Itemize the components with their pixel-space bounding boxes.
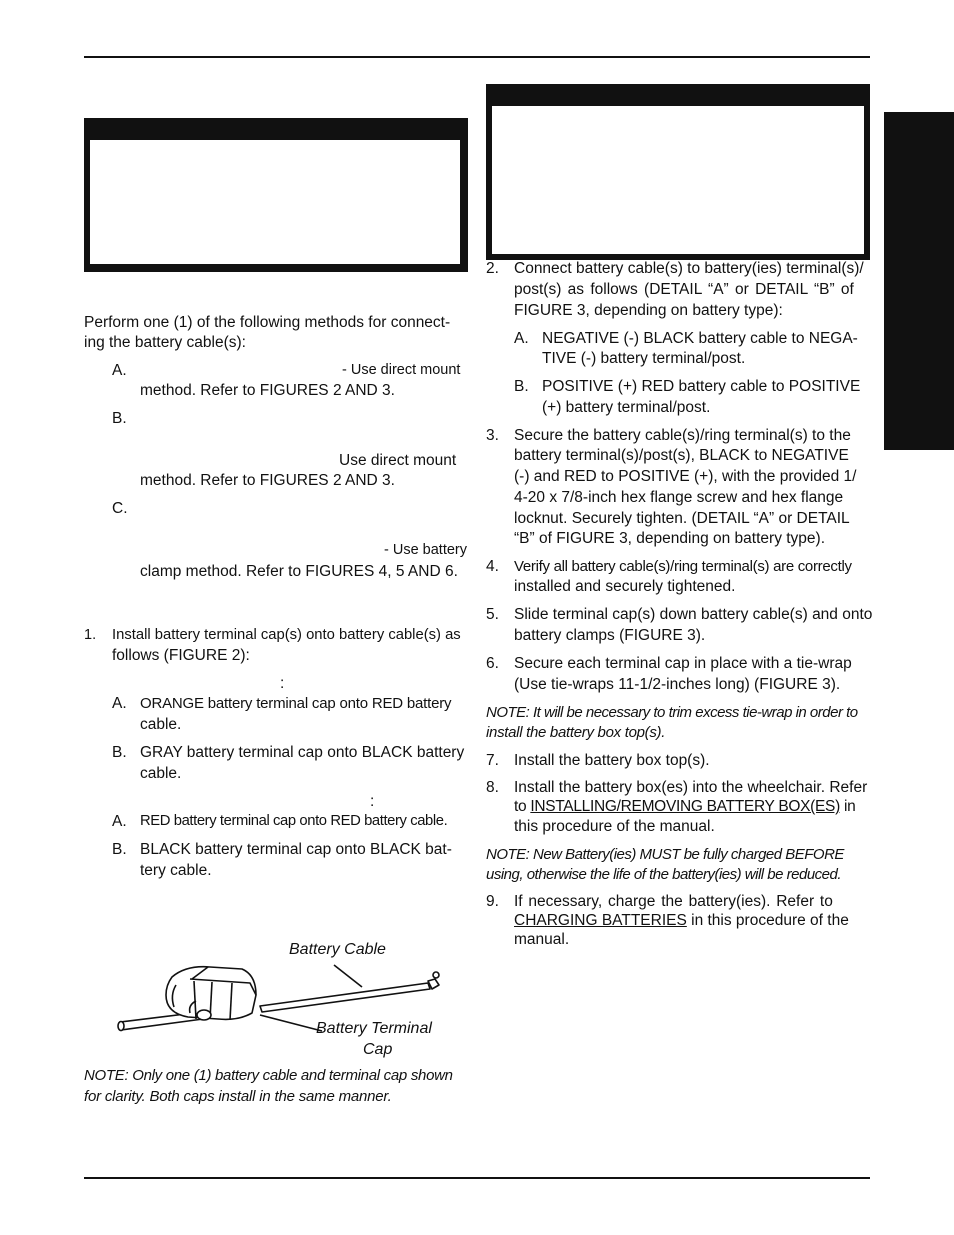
step-9-post: in this procedure of the — [686, 912, 849, 929]
step-1-number: 1. — [84, 627, 97, 643]
note-charge-line-1: NOTE: New Battery(ies) MUST be fully charged BEFORE — [486, 846, 844, 863]
step-2-a-line-2: TIVE (-) battery terminal/post. — [542, 350, 746, 367]
label-terminal-cap-1: Battery Terminal — [316, 1020, 432, 1037]
step-9-line-1: If necessary, charge the battery(ies). Refer to — [514, 893, 833, 910]
step-8-pre: to — [514, 798, 531, 815]
method-b-letter: B. — [112, 410, 127, 427]
step-2-a-letter: A. — [514, 330, 529, 347]
intro-line-2: ing the battery cable(s): — [84, 334, 246, 351]
group-2-a-line-1: RED battery terminal cap onto RED battery cable. — [140, 813, 448, 829]
group-1-colon: : — [280, 675, 285, 692]
section-tab — [884, 112, 954, 450]
step-2-number: 2. — [486, 260, 499, 277]
method-b-suffix: Use direct mount — [339, 452, 457, 469]
group-2-a-letter: A. — [112, 813, 127, 830]
method-c-letter: C. — [112, 500, 128, 517]
warning-box-right — [486, 84, 870, 260]
label-battery-cable: Battery Cable — [289, 941, 386, 958]
step-5-line-2: battery clamps (FIGURE 3). — [514, 627, 706, 644]
note-trim-line-2: install the battery box top(s). — [486, 724, 666, 741]
step-4-line-1: Verify all battery cable(s)/ring terminal(s) are correctly — [514, 558, 852, 575]
terminal-cap-illustration — [110, 955, 450, 1055]
step-9-line-2 — [514, 910, 849, 931]
method-c-ref: clamp method. Refer to FIGURES 4, 5 AND 6. — [140, 563, 458, 580]
intro-line-1: Perform one (1) of the following methods for connect- — [84, 314, 451, 331]
link-installing-removing-battery-box[interactable]: INSTALLING/REMOVING BATTERY BOX(ES) — [530, 798, 840, 815]
figure-note-line-2: for clarity. Both caps install in the same manner. — [84, 1088, 392, 1105]
step-8-line-3: this procedure of the manual. — [514, 818, 715, 835]
group-2-b-line-2: tery cable. — [140, 862, 212, 879]
step-9-line-3: manual. — [514, 931, 570, 948]
step-5-number: 5. — [486, 606, 499, 623]
step-4-number: 4. — [486, 558, 499, 575]
step-9-number: 9. — [486, 893, 499, 910]
label-terminal-cap-2: Cap — [363, 1041, 393, 1058]
step-3-line-3: (-) and RED to POSITIVE (+), with the provided 1/ — [514, 468, 857, 485]
link-charging-batteries[interactable]: CHARGING BATTERIES — [514, 912, 687, 929]
step-1-line-2: follows (FIGURE 2): — [112, 647, 250, 664]
group-2-b-line-1: BLACK battery terminal cap onto BLACK bat- — [140, 841, 452, 858]
step-3-line-6: “B” of FIGURE 3, depending on battery type). — [514, 530, 826, 547]
step-3-line-2: battery terminal(s)/post(s), BLACK to NEGATIVE — [514, 447, 849, 464]
group-1-b-line-1: GRAY battery terminal cap onto BLACK battery — [140, 744, 465, 761]
step-3-line-1: Secure the battery cable(s)/ring terminal(s) to the — [514, 427, 851, 444]
group-2-b-letter: B. — [112, 841, 127, 858]
step-3-number: 3. — [486, 427, 499, 444]
step-4-line-2: installed and securely tightened. — [514, 578, 736, 595]
group-1-a-letter: A. — [112, 695, 127, 712]
step-8-number: 8. — [486, 779, 499, 796]
step-6-line-1: Secure each terminal cap in place with a tie-wrap — [514, 655, 852, 672]
method-a-ref: method. Refer to FIGURES 2 AND 3. — [140, 382, 395, 399]
figure-note-line-1: NOTE: Only one (1) battery cable and terminal cap shown — [84, 1067, 453, 1084]
group-2-colon: : — [370, 793, 375, 810]
step-8-post: in — [839, 798, 856, 815]
step-2-line-2: post(s) as follows (DETAIL “A” or DETAIL “B” of — [514, 281, 854, 298]
method-b-ref: method. Refer to FIGURES 2 AND 3. — [140, 472, 395, 489]
method-a-suffix: - Use direct mount — [342, 362, 461, 378]
step-1-line-1: Install battery terminal cap(s) onto battery cable(s) as — [112, 627, 461, 643]
warning-box-left — [84, 118, 468, 272]
top-rule — [84, 56, 870, 58]
group-1-a-line-2: cable. — [140, 716, 182, 733]
step-7-line-1: Install the battery box top(s). — [514, 752, 710, 769]
step-2-a-line-1: NEGATIVE (-) BLACK battery cable to NEGA- — [542, 330, 858, 347]
method-a-letter: A. — [112, 362, 127, 379]
step-3-line-5: locknut. Securely tighten. (DETAIL “A” or DETAIL — [514, 510, 850, 527]
step-2-line-3: FIGURE 3, depending on battery type): — [514, 302, 783, 319]
note-trim-line-1: NOTE: It will be necessary to trim excess tie-wrap in order to — [486, 704, 858, 721]
step-7-number: 7. — [486, 752, 499, 769]
step-2-b-line-2: (+) battery terminal/post. — [542, 399, 711, 416]
step-8-line-2 — [514, 796, 855, 817]
step-5-line-1: Slide terminal cap(s) down battery cable(s) and onto — [514, 606, 873, 623]
group-1-b-letter: B. — [112, 744, 127, 761]
step-2-b-letter: B. — [514, 378, 529, 395]
step-2-line-1: Connect battery cable(s) to battery(ies) terminal(s)/ — [514, 260, 864, 277]
note-charge-line-2: using, otherwise the life of the battery(ies) will be reduced. — [486, 866, 842, 883]
step-8-line-1: Install the battery box(es) into the wheelchair. Refer — [514, 779, 868, 796]
group-1-a-line-1: ORANGE battery terminal cap onto RED battery — [140, 695, 452, 712]
step-6-line-2: (Use tie-wraps 11-1/2-inches long) (FIGURE 3). — [514, 676, 841, 693]
step-6-number: 6. — [486, 655, 499, 672]
group-1-b-line-2: cable. — [140, 765, 182, 782]
step-3-line-4: 4-20 x 7/8-inch hex flange screw and hex flange — [514, 489, 844, 506]
step-2-b-line-1: POSITIVE (+) RED battery cable to POSITIVE — [542, 378, 861, 395]
bottom-rule — [84, 1177, 870, 1179]
method-c-suffix: - Use battery — [384, 542, 467, 558]
